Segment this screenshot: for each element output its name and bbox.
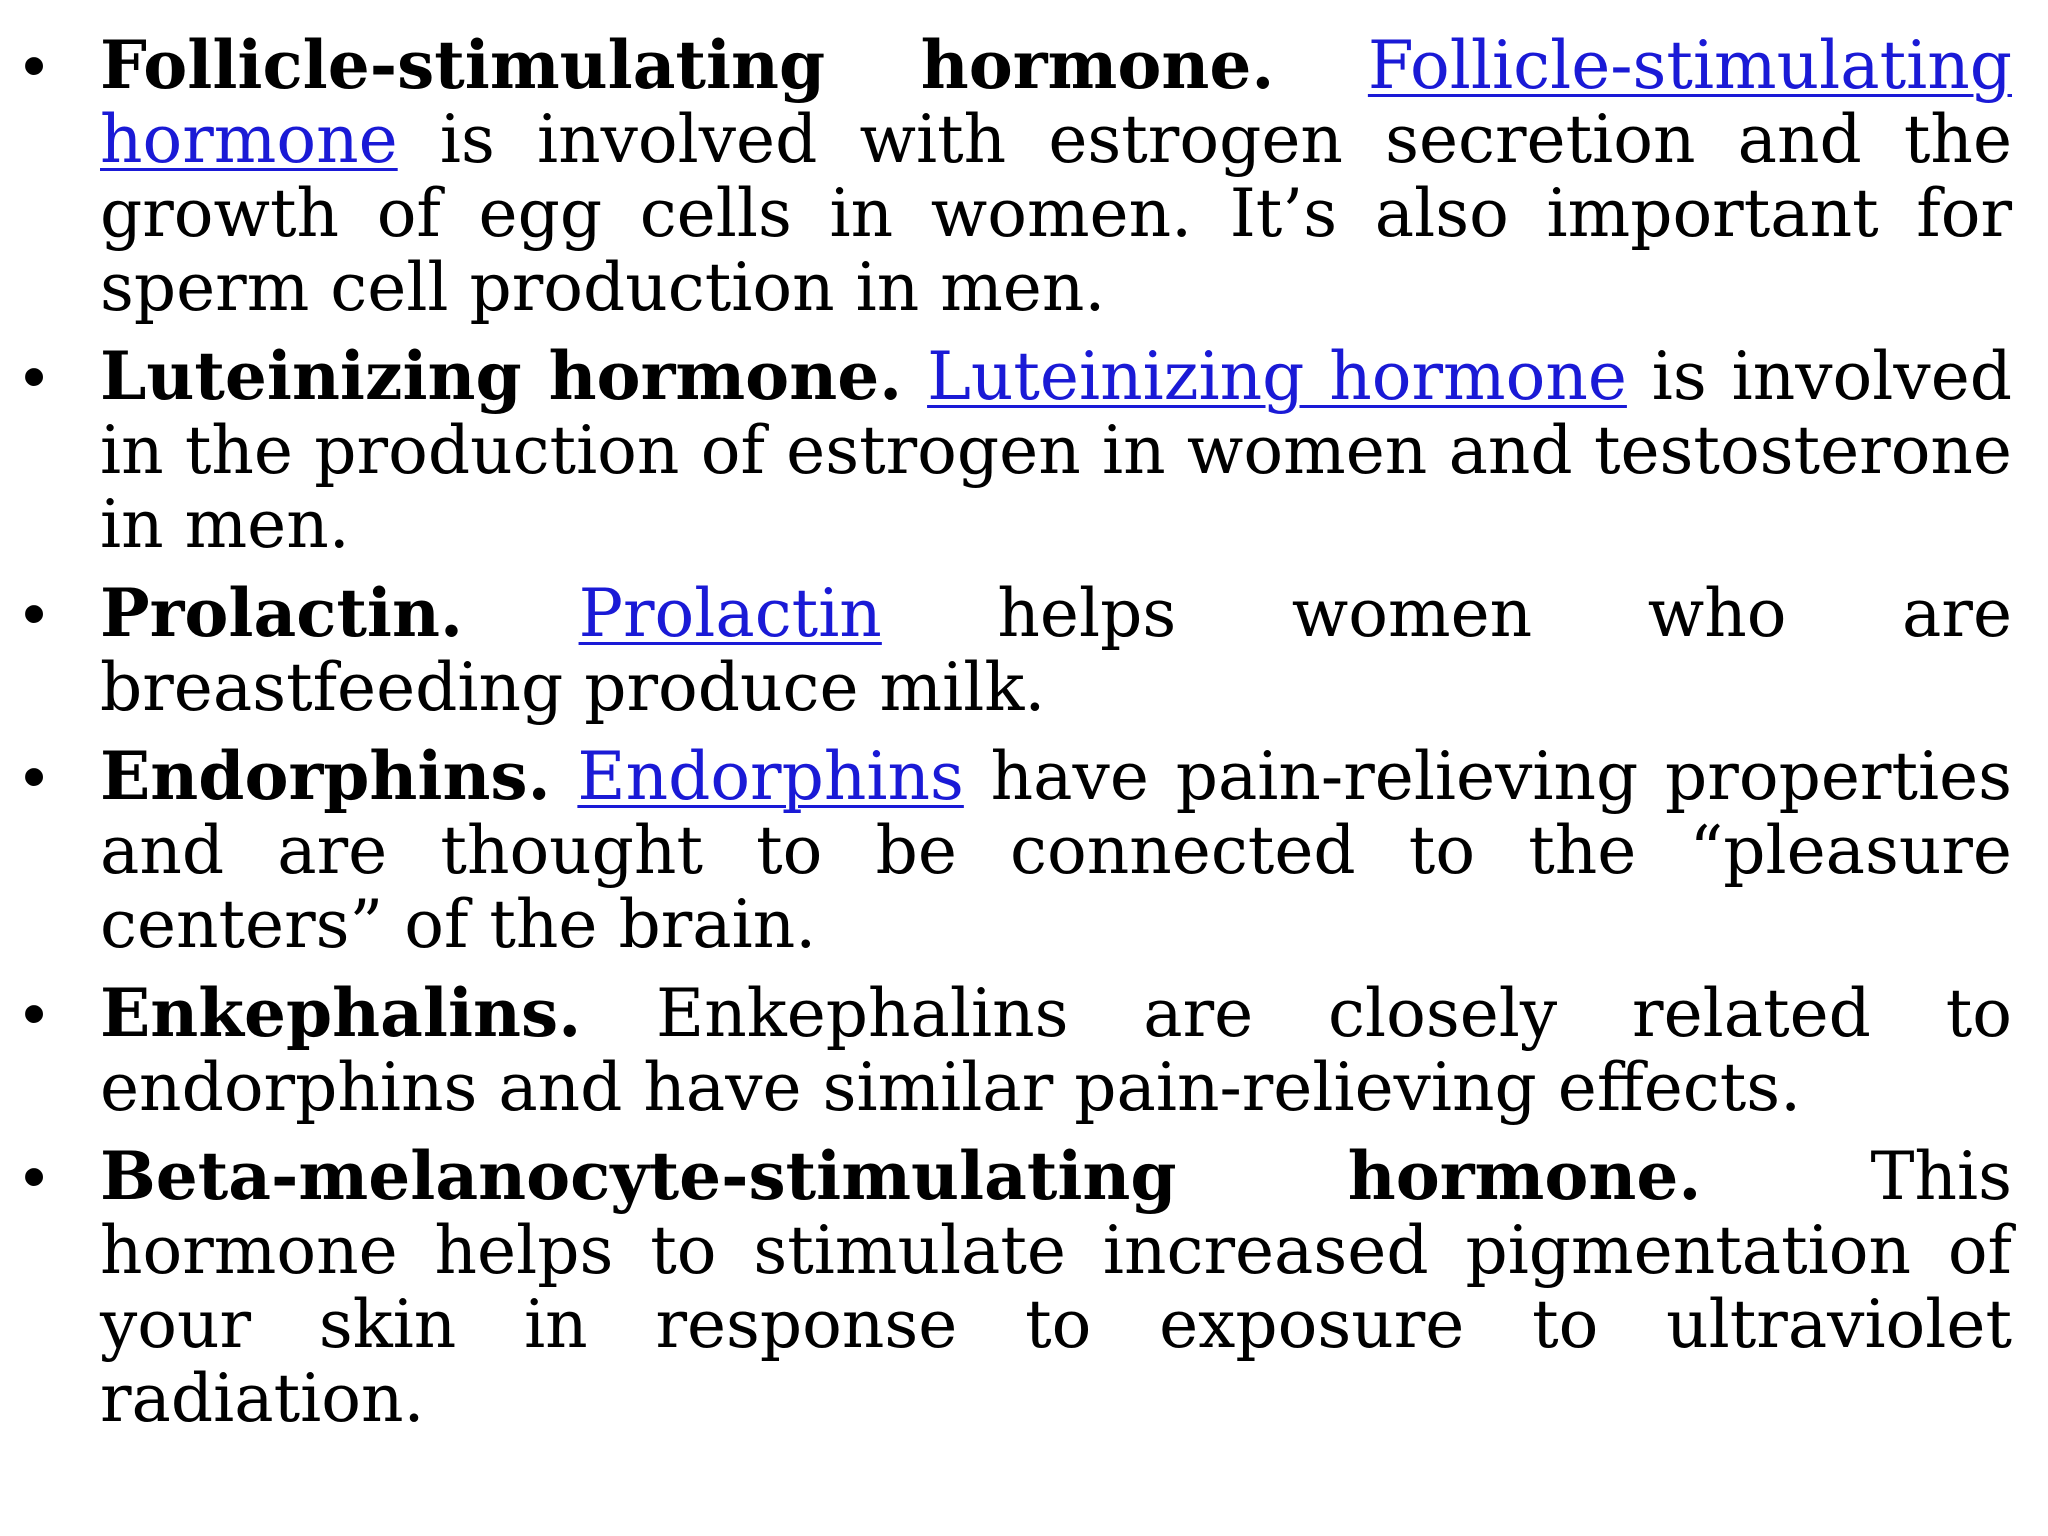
bullet-icon: • xyxy=(22,576,46,650)
bullet-text: is involved in the production of estrogen in women and testosterone in men. xyxy=(100,338,2012,563)
bullet-text: helps women who are breastfeeding produce milk. xyxy=(100,575,2013,726)
hormone-bullet-list xyxy=(22,26,2013,1450)
fsh-link[interactable]: Follicle-stimulating hormone xyxy=(100,27,2012,178)
bullet-text: This hormone helps to stimulate increased pigmentation of your skin in response to exposure to ultraviolet radiation. xyxy=(100,1138,2012,1437)
bullet-icon: • xyxy=(22,739,46,813)
bullet-icon: • xyxy=(22,28,46,102)
bullet-item-enkephalins xyxy=(22,974,2012,1126)
bullet-icon: • xyxy=(22,1139,46,1213)
bullet-term: Endorphins. xyxy=(100,737,551,815)
bullet-item-lh xyxy=(22,337,2012,563)
bullet-term: Luteinizing hormone. xyxy=(100,337,903,415)
bullet-text: is involved with estrogen secretion and the growth of egg cells in women. It’s also important for sperm cell production in men. xyxy=(100,101,2012,326)
prolactin-link[interactable]: Prolactin xyxy=(578,575,882,652)
lh-link[interactable]: Luteinizing hormone xyxy=(927,338,1627,415)
bullet-item-prolactin xyxy=(22,574,2013,726)
endorphins-link[interactable]: Endorphins xyxy=(577,738,964,815)
bullet-text: Enkephalins are closely related to endorphins and have similar pain-relieving effects. xyxy=(100,975,2012,1126)
bullet-term: Beta-melanocyte-stimulating hormone. xyxy=(100,1137,1702,1215)
bullet-icon: • xyxy=(22,976,46,1050)
bullet-item-endorphins xyxy=(22,737,2013,963)
bullet-term: Follicle-stimulating hormone. xyxy=(100,26,1275,104)
bullet-text: have pain-relieving properties and are thought to be connected to the “pleasure centers” of the brain. xyxy=(100,738,2013,963)
bullet-term: Enkephalins. xyxy=(100,974,582,1052)
bullet-item-fsh xyxy=(22,26,2012,326)
bullet-term: Prolactin. xyxy=(100,574,463,652)
bullet-item-beta-msh xyxy=(22,1137,2012,1437)
bullet-icon: • xyxy=(22,339,46,413)
